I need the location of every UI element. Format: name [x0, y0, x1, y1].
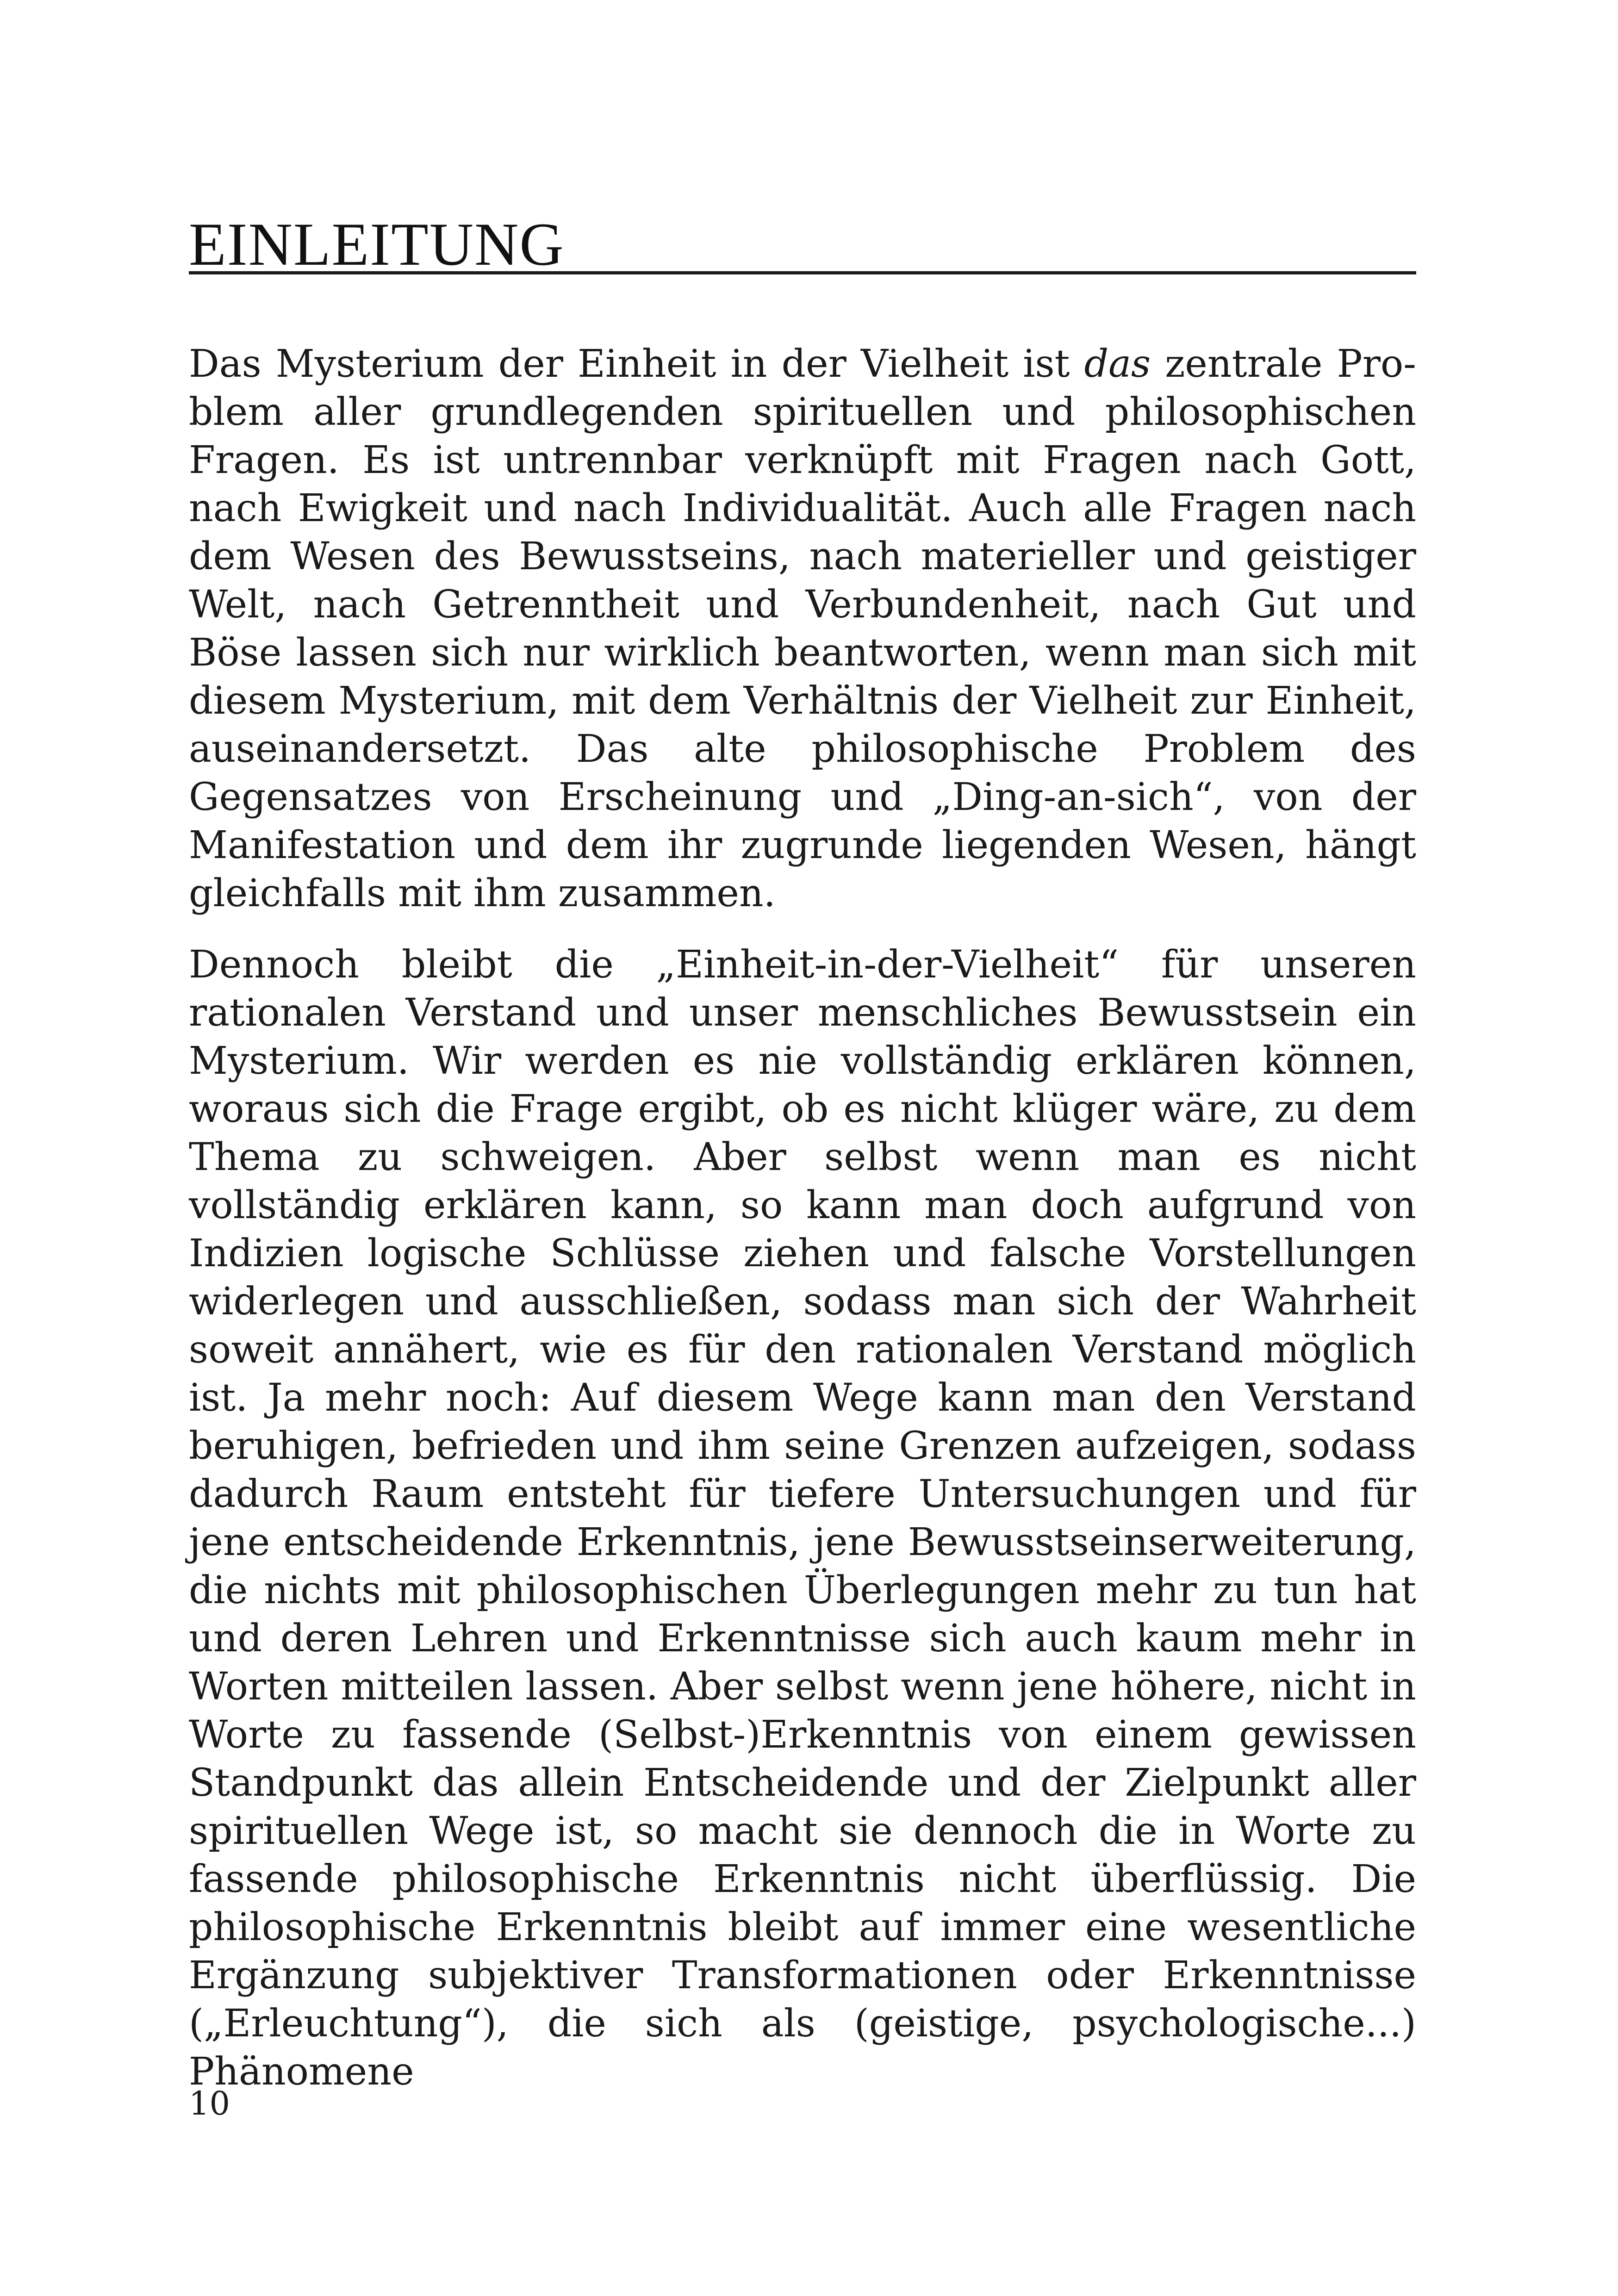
chapter-heading: EINLEITUNG	[189, 210, 565, 278]
paragraph-2: Dennoch bleibt die „Einheit-in-der-Vielheit“ für unseren rationalen Verstand und unser menschliches Bewusstsein ein Mysterium. Wir werden es nie vollständig erklären können, woraus sich die Frage ergibt, ob es nicht klüger wäre, zu dem Thema zu schweigen. Aber selbst wenn man es nicht vollständig erklären kann, so kann man doch aufgrund von Indizien logische Schlüsse ziehen und falsche Vorstellungen widerlegen und ausschließen, sodass man sich der Wahrheit soweit annähert, wie es für den rationalen Verstand möglich ist. Ja mehr noch: Auf diesem Wege kann man den Verstand beruhigen, befrieden und ihm seine Grenzen aufzeigen, sodass dadurch Raum entsteht für tiefere Untersuchungen und für jene entscheidende Erkenntnis, jene Bewusstseinserweiterung, die nichts mit philosophischen Überlegungen mehr zu tun hat und deren Lehren und Erkenntnisse sich auch kaum mehr in Worten mitteilen lassen. Aber selbst wenn jene höhere, nicht in Worte zu fassende (Selbst-)Erkenntnis von einem gewissen Standpunkt das allein Entscheidende und der Zielpunkt aller spirituellen Wege ist, so macht sie dennoch die in Worte zu fassende philosophische Erkenntnis nicht überflüssig. Die philosophische Erkenntnis bleibt auf immer eine wesentliche Ergänzung subjektiver Transformationen oder Erkenntnisse („Erleuchtung“), die sich als (geistige, psychologische...) Phänomene	[189, 943, 1416, 2094]
paragraph-1-rest: zentrale Problem aller grundlegenden spirituellen und philosophischen Fragen. Es ist untrennbar verknüpft mit Fragen nach Gott, nach Ewigkeit und nach Individualität. Auch alle Fragen nach dem Wesen des Bewusstseins, nach materieller und geistiger Welt, nach Getrenntheit und Verbundenheit, nach Gut und Böse lassen sich nur wirklich beantworten, wenn man sich mit diesem Mysterium, mit dem Verhältnis der Vielheit zur Einheit, auseinandersetzt. Das alte philosophische Problem des Gegensatzes von Erscheinung und „Ding-an-sich“, von der Manifestation und dem ihr zugrunde liegenden Wesen, hängt gleichfalls mit ihm zusammen.	[189, 342, 1416, 915]
paragraph-1	[189, 340, 1416, 918]
paragraph-1-start: Das Mysterium der Einheit in der Vielheit ist	[189, 342, 1084, 386]
body-text	[189, 340, 1416, 2096]
heading-rule	[189, 271, 1416, 274]
paragraph-1-emphasis: das	[1084, 342, 1151, 386]
page-number: 10	[189, 2084, 230, 2122]
